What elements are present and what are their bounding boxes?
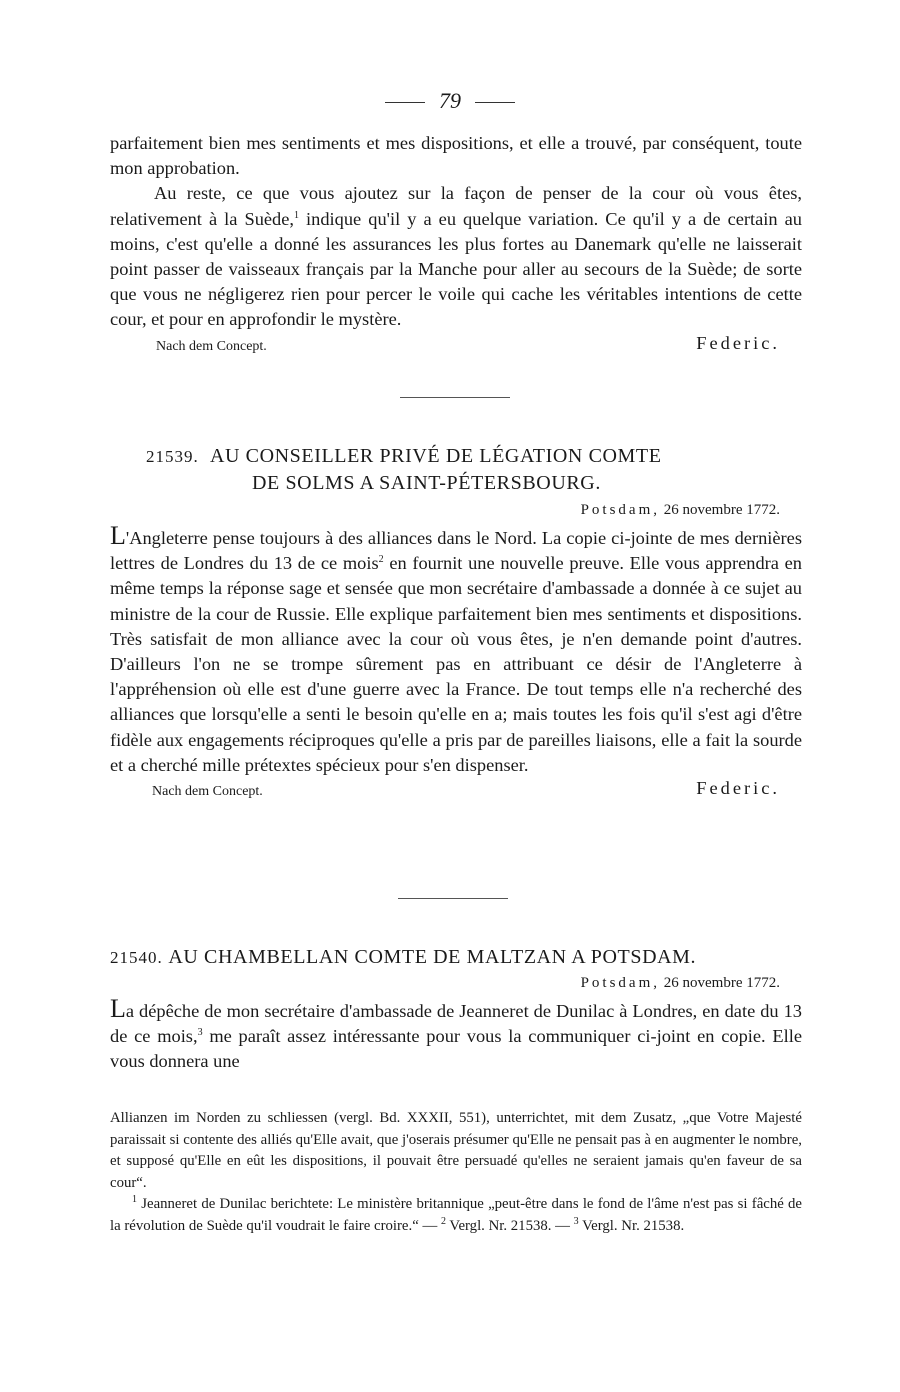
page-number-dash-right [475,102,515,103]
date: 26 novembre 1772. [660,975,780,991]
signature-row-1 [110,333,802,359]
footnote-ref-2: 2 [378,554,384,566]
footnote-3: Vergl. Nr. 21538. [578,1217,685,1234]
page-number-dash-left [385,102,425,103]
footnote-ref-1: 1 [294,209,300,221]
section-divider-1 [400,397,510,398]
concept-note: Nach dem Concept. [156,338,267,354]
footnote-2: Vergl. Nr. 21538. — [445,1217,574,1234]
footnote-ref-3: 3 [197,1027,203,1039]
footnotes [110,1108,802,1238]
letter-body-a: 'Angleterre pense toujours à des alliances dans le Nord. La copie ci-jointe de mes dernières lettres de Londres du 13 de ce mois [110,528,802,574]
footnote-mark-3: 3 [573,1216,579,1228]
continuation-paragraph-2 [110,181,802,332]
signature: Federic. [696,778,780,799]
letter-number: 21539. [146,447,199,466]
footnote-mark-1: 1 [132,1194,137,1206]
letter-body-b: en fournit une nouvelle preuve. Elle vous apprendra en même temps la réponse sage et sensée que mon secrétaire d'ambassade a donnée à ce sujet au ministre de la cour de Russie. Elle explique parfaitement bien mes sentiments et dispositions. Très satisfait de mon alliance avec la cour où vous êtes, je n'en demande point d'autres. D'ailleurs l'on ne se trompe sûrement pas en attribuant ce désir de l'Angleterre à l'appréhension où elle est d'une guerre avec la France. De tout temps elle n'a recherché des alliances que lorsqu'elle a senti le besoin qu'elle en a; mais toutes les fois qu'il s'est agi d'être fidèle aux engagements réciproques qu'elle a pris par de pareilles liaisons, elle a fait la sourde et a cherché mille prétextes spécieux pour s'en dispenser. [110,553,802,775]
letter-body [110,523,802,778]
letter-heading [110,443,802,470]
heading-line-1: AU CONSEILLER PRIVÉ DE LÉGATION COMTE [209,445,662,467]
continuation-text-a: Au reste, ce que vous ajoutez sur la façon de penser de la cour où vous êtes, relativement à la Suède, [110,183,802,229]
concept-note: Nach dem Concept. [152,784,263,800]
continuation-text-b: indique qu'il y a eu quelque variation. Ce qu'il y a de certain au moins, c'est qu'elle a donné les assurances les plus fortes au Danemark qu'elle ne laisserait point passer de vaisseaux français par la Manche pour aller au secours de la Suède; de sorte que vous ne négligerez rien pour percer le voile qui cache les véritables intentions de cette cour, et pour en approfondir le mystère. [110,208,802,330]
dateline [110,502,802,519]
footnote-continuation: Allianzen im Norden zu schliessen (vergl. Bd. XXXII, 551), unterrichtet, mit dem Zusatz, „que Votre Majesté paraissait si contente des alliés qu'Elle avait, que j'oserais présumer qu'Elle ne pensait pas à en augmenter le nombre, et supposé qu'Elle en eût les dispositions, il pouvait être persuadé qu'elles ne seraient jamais qu'en faveur de sa cour“. [110,1110,802,1191]
footnote-list [110,1194,802,1237]
section-divider-2 [398,898,508,899]
footnote-1: Jeanneret de Dunilac berichtete: Le ministère britannique „peut-être dans le fond de l'âme n'est pas si fâché de la révolution de Suède qu'il voudrait le faire croire.“ — [110,1196,802,1234]
letter-heading [110,944,802,971]
signature-row-2 [110,778,802,804]
letter-21540 [110,944,802,1075]
footnote-mark-2: 2 [440,1216,446,1228]
letter-body [110,996,802,1075]
page-number-line [0,88,900,114]
drop-cap: L [110,521,126,550]
letter-body-a: a dépêche de mon secrétaire d'ambassade de Jeanneret de Dunilac à Londres, en date du 13 de ce mois, [110,1001,802,1047]
heading-line-2: DE SOLMS A SAINT-PÉTERSBOURG. [252,472,601,494]
date-place: Potsdam, [580,502,661,518]
dateline [110,975,802,992]
signature: Federic. [696,332,780,353]
drop-cap: L [110,994,126,1023]
letter-number: 21540. [110,948,163,967]
continuation-section [110,131,802,359]
letter-body-b: me paraît assez intéressante pour vous la communiquer ci-joint en copie. Elle vous donnera une [110,1026,803,1072]
continuation-paragraph-1: parfaitement bien mes sentiments et mes dispositions, et elle a trouvé, par conséquent, toute mon approbation. [110,133,802,179]
heading-line: AU CHAMBELLAN COMTE DE MALTZAN A POTSDAM. [168,946,697,968]
page-number: 79 [439,88,461,113]
date: 26 novembre 1772. [660,502,780,518]
letter-21539 [110,443,802,804]
date-place: Potsdam, [580,975,661,991]
